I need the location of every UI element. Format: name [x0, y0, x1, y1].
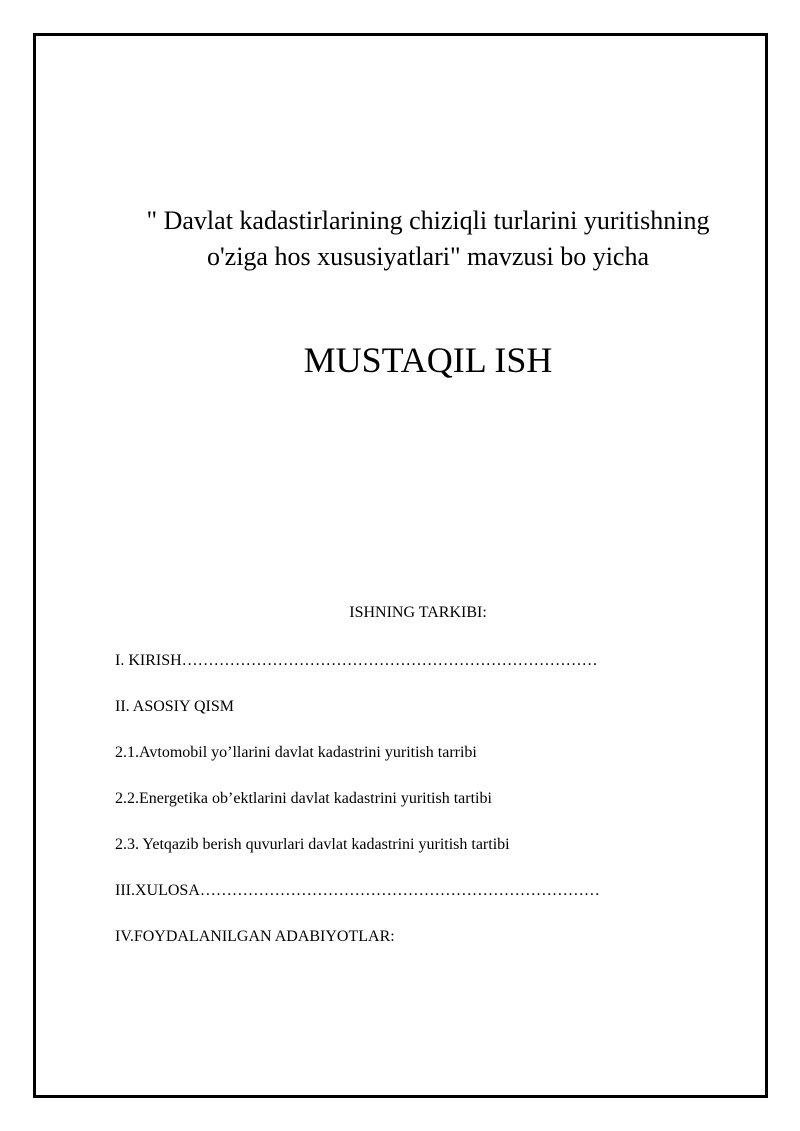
toc-item-xulosa: III.XULOSA………………………………………………………………… [115, 882, 600, 899]
toc-item-2-2: 2.2.Energetika ob’ektlarini davlat kadastrini yuritish tartibi [115, 790, 492, 807]
toc-item-adabiyotlar: IV.FOYDALANILGAN ADABIYOTLAR: [115, 928, 395, 945]
toc-item-kirish: I. KIRISH…………………………………………………………………… [115, 652, 598, 669]
document-title: " Davlat kadastirlarining chiziqli turlarini yuritishning o'ziga hos xususiyatlari" mavzusi bo yicha [146, 206, 710, 271]
toc-heading: ISHNING TARKIBI: [349, 604, 487, 621]
toc-item-asosiy-qism: II. ASOSIY QISM [115, 698, 234, 715]
main-heading: MUSTAQIL ISH [303, 340, 553, 380]
toc-item-2-1: 2.1.Avtomobil yo’llarini davlat kadastrini yuritish tarribi [115, 744, 477, 761]
toc-item-2-3: 2.3. Yetqazib berish quvurlari davlat kadastrini yuritish tartibi [115, 836, 510, 853]
